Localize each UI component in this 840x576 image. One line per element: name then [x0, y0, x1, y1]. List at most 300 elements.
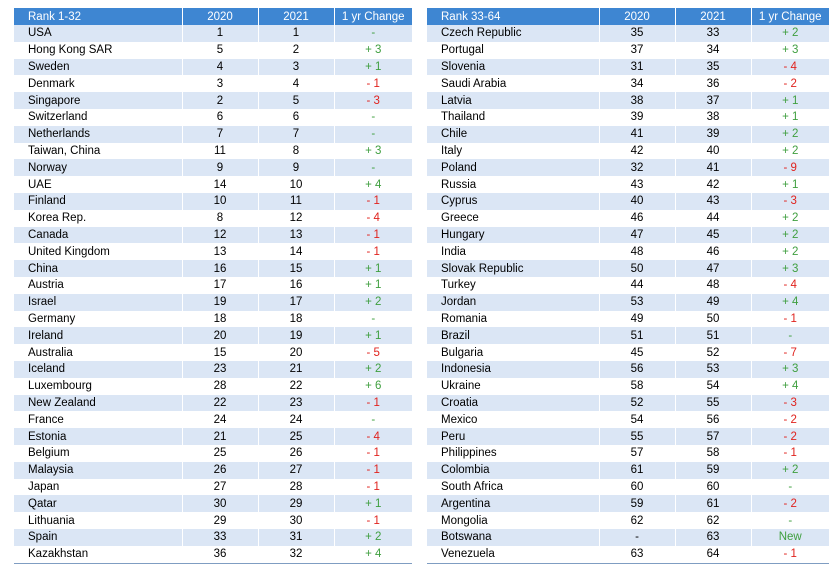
country-cell: Turkey [427, 277, 599, 294]
country-cell: Colombia [427, 462, 599, 479]
rank-2020-cell: 37 [599, 42, 675, 59]
table-row [427, 546, 829, 563]
table-row [427, 462, 829, 479]
country-cell: Mexico [427, 411, 599, 428]
rank-2021-cell: 31 [258, 529, 334, 546]
change-cell: + 3 [751, 361, 829, 378]
rank-2020-cell: 16 [182, 260, 258, 277]
rank-2021-cell: 25 [258, 428, 334, 445]
change-cell: - 4 [334, 210, 412, 227]
country-cell: Finland [14, 193, 182, 210]
rank-2021-cell: 22 [258, 378, 334, 395]
change-cell: - 4 [751, 59, 829, 76]
header-change: 1 yr Change [334, 8, 412, 25]
rank-2021-cell: 59 [675, 462, 751, 479]
table-row [427, 411, 829, 428]
table-row [14, 479, 412, 496]
country-cell: Slovenia [427, 59, 599, 76]
rank-2020-cell: 35 [599, 25, 675, 42]
change-cell: + 6 [334, 378, 412, 395]
country-cell: Hong Kong SAR [14, 42, 182, 59]
country-cell: Australia [14, 344, 182, 361]
table-header [427, 8, 829, 25]
rank-2021-cell: 44 [675, 210, 751, 227]
table-row [427, 428, 829, 445]
table-row [14, 176, 412, 193]
change-cell: - 2 [751, 495, 829, 512]
rank-2020-cell: 32 [599, 159, 675, 176]
table-row [14, 277, 412, 294]
country-cell: Ukraine [427, 378, 599, 395]
country-cell: Romania [427, 311, 599, 328]
country-cell: Greece [427, 210, 599, 227]
change-cell: - 1 [334, 479, 412, 496]
rank-2021-cell: 12 [258, 210, 334, 227]
change-cell: - 1 [334, 512, 412, 529]
table-row [14, 294, 412, 311]
table-row [427, 126, 829, 143]
header-2021: 2021 [258, 8, 334, 25]
table-row [14, 344, 412, 361]
table-row [14, 395, 412, 412]
rank-2020-cell: 20 [182, 327, 258, 344]
change-cell: - 1 [334, 462, 412, 479]
table-row [427, 176, 829, 193]
header-2020: 2020 [182, 8, 258, 25]
rank-2021-cell: 33 [675, 25, 751, 42]
change-cell: - 1 [334, 193, 412, 210]
change-cell: + 3 [334, 143, 412, 160]
change-cell: + 2 [751, 243, 829, 260]
rank-2020-cell: 34 [599, 75, 675, 92]
table-row [427, 512, 829, 529]
country-cell: Luxembourg [14, 378, 182, 395]
table-row [14, 92, 412, 109]
country-cell: United Kingdom [14, 243, 182, 260]
table-row [427, 327, 829, 344]
rank-2020-cell: 2 [182, 92, 258, 109]
rank-2020-cell: 19 [182, 294, 258, 311]
rank-2020-cell: 8 [182, 210, 258, 227]
table-row [427, 109, 829, 126]
rank-2021-cell: 64 [675, 546, 751, 563]
rank-2020-cell: 11 [182, 143, 258, 160]
table-row [427, 361, 829, 378]
table-row [14, 210, 412, 227]
rank-2020-cell: 41 [599, 126, 675, 143]
country-cell: Germany [14, 311, 182, 328]
change-cell: + 1 [334, 260, 412, 277]
rank-2021-cell: 54 [675, 378, 751, 395]
table-row [14, 143, 412, 160]
change-cell: - 2 [751, 428, 829, 445]
table-row [427, 25, 829, 42]
rank-2020-cell: 50 [599, 260, 675, 277]
change-cell: + 3 [751, 42, 829, 59]
rank-2020-cell: 17 [182, 277, 258, 294]
change-cell: + 2 [334, 529, 412, 546]
country-cell: Israel [14, 294, 182, 311]
rank-2021-cell: 58 [675, 445, 751, 462]
table-body [14, 25, 412, 563]
change-cell: - [751, 512, 829, 529]
change-cell: + 1 [334, 327, 412, 344]
rank-2020-cell: 28 [182, 378, 258, 395]
table-row [14, 243, 412, 260]
header-rank: Rank 33-64 [427, 8, 599, 25]
rank-2020-cell: 31 [599, 59, 675, 76]
change-cell: - 3 [334, 92, 412, 109]
country-cell: China [14, 260, 182, 277]
table-row [14, 546, 412, 563]
table-row [14, 75, 412, 92]
rank-2021-cell: 24 [258, 411, 334, 428]
country-cell: Bulgaria [427, 344, 599, 361]
table-row [427, 378, 829, 395]
rank-2020-cell: 54 [599, 411, 675, 428]
table-row [427, 42, 829, 59]
rank-2021-cell: 42 [675, 176, 751, 193]
country-cell: Belgium [14, 445, 182, 462]
table-row [427, 529, 829, 546]
country-cell: Portugal [427, 42, 599, 59]
change-cell: + 4 [334, 546, 412, 563]
rank-2020-cell: 36 [182, 546, 258, 563]
change-cell: + 1 [751, 92, 829, 109]
country-cell: Norway [14, 159, 182, 176]
rank-2020-cell: 33 [182, 529, 258, 546]
change-cell: - 1 [334, 75, 412, 92]
rank-2021-cell: 23 [258, 395, 334, 412]
rank-2021-cell: 11 [258, 193, 334, 210]
country-cell: Denmark [14, 75, 182, 92]
table-row [427, 92, 829, 109]
table-row [427, 294, 829, 311]
header-rank: Rank 1-32 [14, 8, 182, 25]
change-cell: - 4 [751, 277, 829, 294]
table-row [427, 243, 829, 260]
rank-2021-cell: 9 [258, 159, 334, 176]
rank-2021-cell: 45 [675, 227, 751, 244]
table-row [427, 495, 829, 512]
rank-2020-cell: 43 [599, 176, 675, 193]
table-row [14, 109, 412, 126]
header-2020: 2020 [599, 8, 675, 25]
change-cell: - [334, 109, 412, 126]
table-row [427, 227, 829, 244]
table-row [14, 25, 412, 42]
table-row [14, 159, 412, 176]
rank-2021-cell: 37 [675, 92, 751, 109]
country-cell: Hungary [427, 227, 599, 244]
country-cell: Poland [427, 159, 599, 176]
change-cell: + 2 [751, 462, 829, 479]
country-cell: Spain [14, 529, 182, 546]
rank-2021-cell: 14 [258, 243, 334, 260]
rank-2020-cell: 46 [599, 210, 675, 227]
rank-2021-cell: 60 [675, 479, 751, 496]
change-cell: New [751, 529, 829, 546]
rank-2020-cell: 62 [599, 512, 675, 529]
rank-2021-cell: 28 [258, 479, 334, 496]
change-cell: - 1 [751, 445, 829, 462]
change-cell: + 3 [334, 42, 412, 59]
rank-2021-cell: 17 [258, 294, 334, 311]
rank-2020-cell: 57 [599, 445, 675, 462]
rank-2020-cell: 38 [599, 92, 675, 109]
rank-2020-cell: 63 [599, 546, 675, 563]
rank-2021-cell: 3 [258, 59, 334, 76]
country-cell: Slovak Republic [427, 260, 599, 277]
change-cell: - [334, 159, 412, 176]
rank-2020-cell: 25 [182, 445, 258, 462]
rank-2021-cell: 7 [258, 126, 334, 143]
rank-2020-cell: 26 [182, 462, 258, 479]
country-cell: Qatar [14, 495, 182, 512]
change-cell: - 1 [751, 546, 829, 563]
rank-2021-cell: 52 [675, 344, 751, 361]
rank-2021-cell: 41 [675, 159, 751, 176]
rank-2021-cell: 29 [258, 495, 334, 512]
change-cell: + 1 [751, 109, 829, 126]
rank-2020-cell: 1 [182, 25, 258, 42]
change-cell: - 1 [334, 227, 412, 244]
change-cell: - 4 [334, 428, 412, 445]
table-row [14, 59, 412, 76]
table-row [427, 277, 829, 294]
change-cell: + 1 [334, 59, 412, 76]
change-cell: + 1 [334, 495, 412, 512]
rank-2021-cell: 21 [258, 361, 334, 378]
change-cell: + 2 [751, 210, 829, 227]
change-cell: - [751, 479, 829, 496]
country-cell: Czech Republic [427, 25, 599, 42]
table-row [14, 462, 412, 479]
change-cell: + 2 [751, 143, 829, 160]
table-row [14, 411, 412, 428]
rank-2021-cell: 20 [258, 344, 334, 361]
header-2021: 2021 [675, 8, 751, 25]
table-row [14, 227, 412, 244]
change-cell: + 1 [751, 176, 829, 193]
rank-2020-cell: 40 [599, 193, 675, 210]
country-cell: Botswana [427, 529, 599, 546]
rank-2020-cell: 56 [599, 361, 675, 378]
rank-2021-cell: 48 [675, 277, 751, 294]
table-row [14, 428, 412, 445]
rank-2020-cell: 39 [599, 109, 675, 126]
table-row [427, 479, 829, 496]
rank-2020-cell: 10 [182, 193, 258, 210]
change-cell: - 3 [751, 395, 829, 412]
table-row [427, 193, 829, 210]
table-row [427, 210, 829, 227]
rank-2020-cell: 6 [182, 109, 258, 126]
rank-2020-cell: 44 [599, 277, 675, 294]
country-cell: Venezuela [427, 546, 599, 563]
rank-2021-cell: 26 [258, 445, 334, 462]
change-cell: + 2 [751, 25, 829, 42]
rank-2021-cell: 6 [258, 109, 334, 126]
rank-2020-cell: 58 [599, 378, 675, 395]
table-row [14, 529, 412, 546]
country-cell: Russia [427, 176, 599, 193]
change-cell: - 1 [334, 445, 412, 462]
rank-2021-cell: 40 [675, 143, 751, 160]
country-cell: Iceland [14, 361, 182, 378]
rank-2021-cell: 5 [258, 92, 334, 109]
table-row [427, 59, 829, 76]
table-row [427, 143, 829, 160]
rank-2020-cell: - [599, 529, 675, 546]
table-row [14, 361, 412, 378]
rank-2021-cell: 15 [258, 260, 334, 277]
change-cell: - [334, 411, 412, 428]
rank-2020-cell: 60 [599, 479, 675, 496]
change-cell: + 2 [334, 361, 412, 378]
rank-2020-cell: 13 [182, 243, 258, 260]
rank-2021-cell: 47 [675, 260, 751, 277]
rank-2021-cell: 51 [675, 327, 751, 344]
change-cell: + 2 [334, 294, 412, 311]
rank-2020-cell: 23 [182, 361, 258, 378]
country-cell: Chile [427, 126, 599, 143]
country-cell: France [14, 411, 182, 428]
table-row [14, 260, 412, 277]
rank-2021-cell: 16 [258, 277, 334, 294]
country-cell: Mongolia [427, 512, 599, 529]
rank-2021-cell: 63 [675, 529, 751, 546]
rank-2021-cell: 27 [258, 462, 334, 479]
country-cell: Saudi Arabia [427, 75, 599, 92]
rank-2021-cell: 56 [675, 411, 751, 428]
rank-2020-cell: 3 [182, 75, 258, 92]
rank-2021-cell: 38 [675, 109, 751, 126]
rank-2020-cell: 61 [599, 462, 675, 479]
country-cell: Ireland [14, 327, 182, 344]
table-row [427, 445, 829, 462]
table-row [14, 445, 412, 462]
country-cell: Estonia [14, 428, 182, 445]
rank-2021-cell: 55 [675, 395, 751, 412]
rank-2021-cell: 61 [675, 495, 751, 512]
table-row [427, 344, 829, 361]
country-cell: Korea Rep. [14, 210, 182, 227]
change-cell: - [751, 327, 829, 344]
rank-2020-cell: 14 [182, 176, 258, 193]
rank-2020-cell: 49 [599, 311, 675, 328]
country-cell: UAE [14, 176, 182, 193]
rank-2020-cell: 18 [182, 311, 258, 328]
country-cell: Malaysia [14, 462, 182, 479]
country-cell: South Africa [427, 479, 599, 496]
rank-2021-cell: 35 [675, 59, 751, 76]
change-cell: + 3 [751, 260, 829, 277]
rank-2021-cell: 36 [675, 75, 751, 92]
table-row [14, 378, 412, 395]
change-cell: + 1 [334, 277, 412, 294]
country-cell: Austria [14, 277, 182, 294]
rank-2021-cell: 8 [258, 143, 334, 160]
table-header [14, 8, 412, 25]
rank-2020-cell: 4 [182, 59, 258, 76]
country-cell: Kazakhstan [14, 546, 182, 563]
rank-2020-cell: 12 [182, 227, 258, 244]
rank-2020-cell: 21 [182, 428, 258, 445]
rank-2020-cell: 5 [182, 42, 258, 59]
rank-2021-cell: 1 [258, 25, 334, 42]
country-cell: Sweden [14, 59, 182, 76]
header-change: 1 yr Change [751, 8, 829, 25]
country-cell: Canada [14, 227, 182, 244]
table-row [427, 159, 829, 176]
change-cell: - [334, 126, 412, 143]
country-cell: Cyprus [427, 193, 599, 210]
country-cell: India [427, 243, 599, 260]
country-cell: Switzerland [14, 109, 182, 126]
rank-2021-cell: 46 [675, 243, 751, 260]
rank-2020-cell: 52 [599, 395, 675, 412]
rank-2021-cell: 4 [258, 75, 334, 92]
country-cell: Peru [427, 428, 599, 445]
table-body [427, 25, 829, 563]
country-cell: Brazil [427, 327, 599, 344]
table-row [14, 42, 412, 59]
country-cell: Netherlands [14, 126, 182, 143]
change-cell: + 4 [751, 378, 829, 395]
rank-2021-cell: 10 [258, 176, 334, 193]
country-cell: Thailand [427, 109, 599, 126]
rank-2020-cell: 55 [599, 428, 675, 445]
country-cell: Latvia [427, 92, 599, 109]
change-cell: + 4 [334, 176, 412, 193]
rank-2020-cell: 59 [599, 495, 675, 512]
rank-2020-cell: 42 [599, 143, 675, 160]
table-row [14, 193, 412, 210]
change-cell: + 2 [751, 227, 829, 244]
country-cell: Philippines [427, 445, 599, 462]
rank-2021-cell: 18 [258, 311, 334, 328]
rank-2020-cell: 7 [182, 126, 258, 143]
rank-2020-cell: 30 [182, 495, 258, 512]
rank-2021-cell: 2 [258, 42, 334, 59]
rank-2020-cell: 45 [599, 344, 675, 361]
country-cell: Argentina [427, 495, 599, 512]
change-cell: + 2 [751, 126, 829, 143]
rank-2020-cell: 51 [599, 327, 675, 344]
rank-2021-cell: 53 [675, 361, 751, 378]
table-row [14, 126, 412, 143]
country-cell: USA [14, 25, 182, 42]
rank-2021-cell: 32 [258, 546, 334, 563]
change-cell: - 1 [334, 395, 412, 412]
rank-2020-cell: 24 [182, 411, 258, 428]
rank-2021-cell: 50 [675, 311, 751, 328]
ranking-table-33-64 [427, 8, 829, 564]
table-row [14, 495, 412, 512]
country-cell: Indonesia [427, 361, 599, 378]
country-cell: Italy [427, 143, 599, 160]
table-row [427, 75, 829, 92]
rank-2020-cell: 48 [599, 243, 675, 260]
change-cell: - [334, 25, 412, 42]
change-cell: - 3 [751, 193, 829, 210]
table-row [427, 395, 829, 412]
rank-2020-cell: 27 [182, 479, 258, 496]
country-cell: Jordan [427, 294, 599, 311]
table-row [14, 327, 412, 344]
rank-2021-cell: 34 [675, 42, 751, 59]
